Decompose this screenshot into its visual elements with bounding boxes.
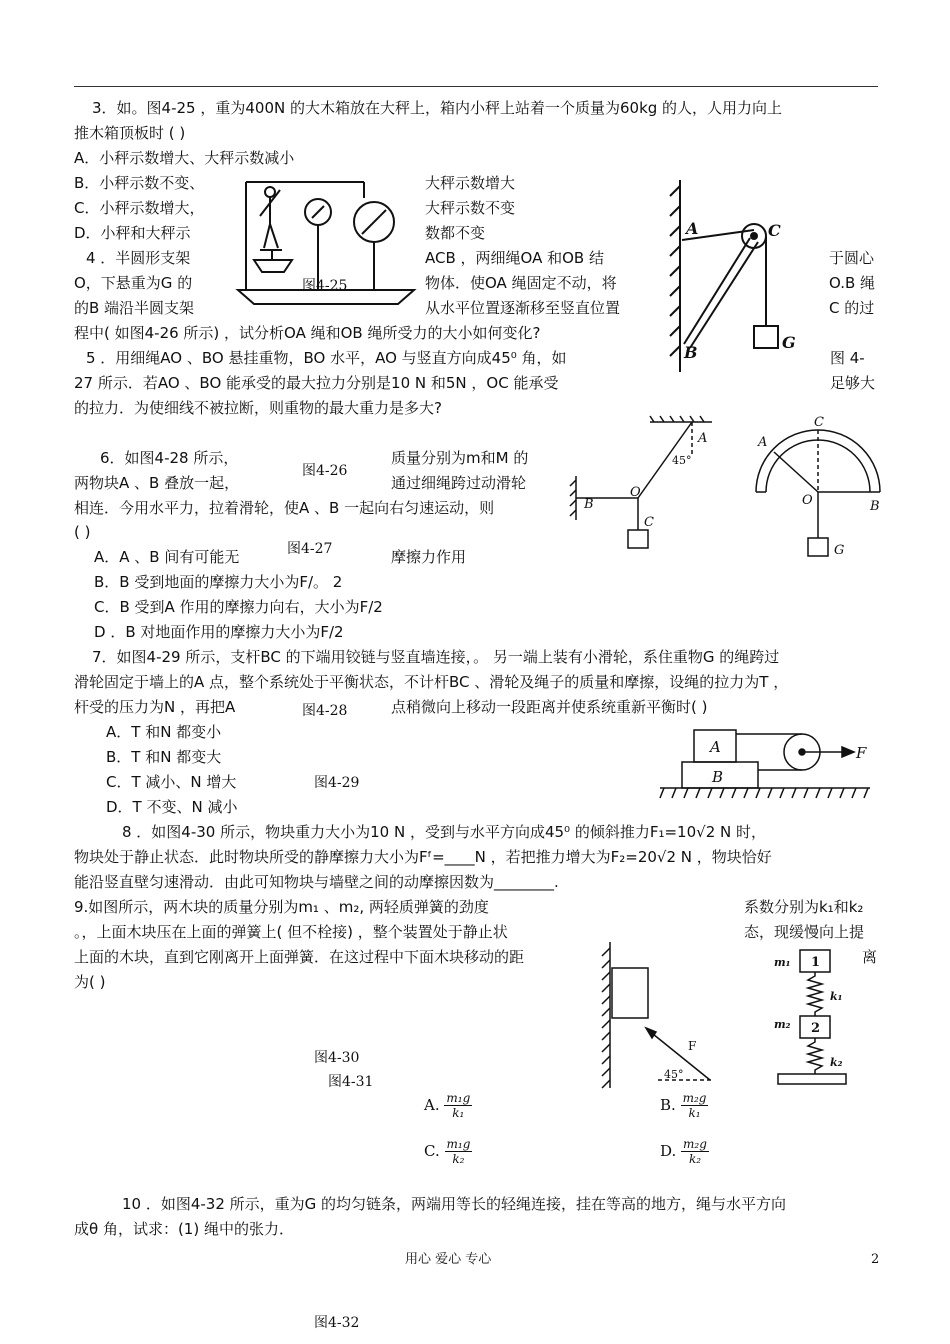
fig31-label-m1: m₁	[774, 956, 791, 969]
q9-choice-b	[660, 1090, 708, 1120]
q6-line2: 两物块A 、B 叠放一起，	[74, 474, 240, 492]
fig26-label-a: A	[758, 435, 768, 450]
q4-line3-right: C 的过	[829, 299, 875, 317]
fig26-label-g: G	[834, 543, 845, 558]
fig29-label-c: C	[768, 221, 781, 240]
q4-line1-right: 于圆心	[829, 249, 875, 267]
choice-numerator: m₂g	[682, 1091, 707, 1105]
choice-fraction	[681, 1091, 709, 1120]
q9-line3-right: 离	[862, 948, 878, 966]
figure-4-26-semicircle	[752, 412, 884, 560]
caption-fig-4-32: 图4-32	[314, 1315, 360, 1331]
q3-option-c-cont: 大秤示数不变	[425, 199, 516, 217]
q10-line2: 成θ 角，试求：(1) 绳中的张力．	[74, 1220, 294, 1238]
caption-fig-4-25: 图4-25	[302, 278, 348, 294]
q6-option-d: D ．B 对地面作用的摩擦力大小为F/2	[94, 623, 344, 641]
q3-option-d: D．小秤和大秤示	[74, 224, 191, 242]
q6-line4: ( )	[74, 523, 91, 541]
fig30-angle: 45°	[664, 1068, 684, 1081]
fig29-label-g: G	[782, 333, 796, 352]
q4-line1-mid: ACB ，两细绳OA 和OB 结	[425, 249, 604, 267]
fig27-label-c: C	[644, 515, 654, 530]
q6-option-a: A．A 、B 间有可能无	[94, 548, 240, 566]
figure-4-30-block-wall	[600, 940, 718, 1090]
q9-line4: 为( )	[74, 973, 106, 991]
page-number: 2	[871, 1252, 880, 1267]
q10-line1: 10 ．如图4-32 所示，重为G 的均匀链条，两端用等长的轻绳连接，挂在等高的地方，绳与水平方向	[122, 1195, 787, 1213]
q7-option-c: C．T 减小、N 增大	[106, 773, 237, 791]
choice-denominator: k₂	[688, 1152, 702, 1166]
q5-line3: 的拉力．为使细线不被拉断，则重物的最大重力是多大?	[74, 399, 442, 417]
figure-4-25-scales	[232, 178, 420, 312]
caption-fig-4-31: 图4-31	[328, 1074, 374, 1090]
q7-option-b: B．T 和N 都变大	[106, 748, 222, 766]
choice-numerator: m₁g	[446, 1137, 471, 1151]
q4-line3-mid: 从水平位置逐渐移至竖直位置	[425, 299, 621, 317]
caption-fig-4-28: 图4-28	[302, 703, 348, 719]
q4-line2-mid: 物体．使OA 绳固定不动，将	[425, 274, 617, 292]
q4-line2-right: O.B 绳	[829, 274, 876, 292]
footer-motto: 用心 爱心 专心	[405, 1252, 492, 1267]
q9-line1-right: 系数分别为k₁和k₂	[744, 898, 864, 916]
q4-line2: O，下悬重为G 的	[74, 274, 193, 292]
q9-line1: 9.如图所示，两木块的质量分别为m₁ 、m₂, 两轻质弹簧的劲度	[74, 898, 489, 916]
choice-fraction	[445, 1137, 473, 1166]
caption-fig-4-29: 图4-29	[314, 775, 360, 791]
q6-line1: 6．如图4-28 所示，	[100, 449, 239, 467]
figure-4-29-rod-pulley	[662, 176, 814, 376]
q5-line2: 27 所示．若AO 、BO 能承受的最大拉力分别是10 N 和5N ，OC 能承受	[74, 374, 559, 392]
q3-option-c: C．小秤示数增大，	[74, 199, 205, 217]
fig27-label-a: A	[698, 431, 708, 446]
fig28-label-f: F	[856, 744, 867, 762]
choice-denominator: k₁	[688, 1106, 701, 1120]
q5-line1: 5 ．用细绳AO 、BO 悬挂重物，BO 水平，AO 与竖直方向成45⁰ 角，如	[86, 349, 567, 367]
q9-line3: 上面的木块，直到它刚离开上面弹簧．在这过程中下面木块移动的距	[74, 948, 525, 966]
fig26-label-c: C	[814, 415, 824, 430]
choice-numerator: m₂g	[683, 1137, 707, 1151]
q9-line2: 。，上面木块压在上面的弹簧上( 但不栓接) ，整个装置处于静止状	[74, 923, 508, 941]
caption-fig-4-30: 图4-30	[314, 1050, 360, 1066]
fig26-label-b: B	[870, 499, 880, 514]
fig31-label-2: 2	[811, 1021, 821, 1036]
q9-choice-a	[424, 1090, 472, 1120]
q8-line2: 物块处于静止状态．此时物块所受的静摩擦力大小为Fᶠ=____N ，若把推力增大为F₂=20√2 N ，物块恰好	[74, 848, 772, 866]
q6-option-b: B．B 受到地面的摩擦力大小为F/。 2	[94, 573, 343, 591]
fig31-label-m2: m₂	[774, 1018, 791, 1031]
q8-line3: 能沿竖直壁匀速滑动．由此可知物块与墙壁之间的动摩擦因数为________.	[74, 873, 559, 891]
fig27-label-b: B	[584, 497, 594, 512]
fig30-label-f: F	[688, 1039, 697, 1053]
q9-choice-d	[660, 1136, 709, 1166]
choice-letter: D.	[660, 1142, 677, 1160]
q8-line1: 8 ．如图4-30 所示，物块重力大小为10 N ，受到与水平方向成45⁰ 的倾斜推力F₁=10√2 N 时，	[122, 823, 766, 841]
fig27-angle: 45°	[672, 454, 692, 467]
q6-line3: 相连．今用水平力，拉着滑轮，使A 、B 一起向右匀速运动，则	[74, 499, 495, 517]
fig29-label-b: B	[684, 343, 698, 362]
caption-fig-4-26: 图4-26	[302, 463, 348, 479]
choice-fraction	[681, 1137, 709, 1166]
fig28-label-a: A	[710, 738, 721, 756]
q3-option-a: A．小秤示数增大、大秤示数减小	[74, 149, 295, 167]
q3-option-b: B．小秤示数不变、	[74, 174, 205, 192]
q9-choice-c	[424, 1136, 472, 1166]
q7-option-d: D．T 不变、N 减小	[106, 798, 238, 816]
fig27-label-o: O	[630, 485, 641, 500]
fig29-label-a: A	[686, 219, 699, 238]
q9-line2-right: 态，现缓慢向上提	[744, 923, 865, 941]
q3-option-d-cont: 数都不变	[425, 224, 486, 242]
q3-line2: 推木箱顶板时 ( )	[74, 124, 186, 142]
choice-denominator: k₁	[452, 1106, 465, 1120]
q6-line2-right: 通过细绳跨过动滑轮	[391, 474, 527, 492]
choice-letter: C.	[424, 1142, 440, 1160]
choice-letter: A.	[424, 1096, 440, 1114]
q3-line1: 3．如。图4-25 ，重为400N 的大木箱放在大秤上，箱内小秤上站着一个质量为60kg 的人，人用力向上	[92, 99, 783, 117]
q6-option-a-cont: 摩擦力作用	[391, 548, 467, 566]
q7-option-a: A．T 和N 都变小	[106, 723, 222, 741]
fig31-label-1: 1	[811, 955, 821, 970]
choice-denominator: k₂	[452, 1152, 465, 1166]
q4-line4: 程中( 如图4-26 所示) ，试分析OA 绳和OB 绳所受力的大小如何变化?	[74, 324, 541, 342]
figure-4-31-springs	[770, 944, 874, 1090]
q3-option-b-cont: 大秤示数增大	[425, 174, 516, 192]
caption-fig-4-27: 图4-27	[287, 541, 333, 557]
fig26-label-o: O	[802, 493, 813, 508]
q7-line3-right: 点稍微向上移动一段距离并使系统重新平衡时( )	[391, 698, 708, 716]
choice-letter: B.	[660, 1096, 676, 1114]
q4-line1: 4 ．半圆形支架	[86, 249, 191, 267]
q5-line2-right: 足够大	[830, 374, 876, 392]
choice-numerator: m₁g	[446, 1091, 471, 1105]
fig31-label-k1: k₁	[830, 990, 843, 1003]
q7-line2: 滑轮固定于墙上的A 点，整个系统处于平衡状态，不计杆BC 、滑轮及绳子的质量和摩擦，设绳的拉力为T ，	[74, 673, 789, 691]
q7-line3: 杆受的压力为N ，再把A	[74, 698, 236, 716]
q7-line1: 7．如图4-29 所示，支杆BC 的下端用铰链与竖直墙连接，。 另一端上装有小滑轮，系住重物G 的绳跨过	[92, 648, 780, 666]
fig28-label-b: B	[712, 768, 724, 786]
fig31-label-k2: k₂	[830, 1056, 843, 1069]
figure-4-27-ropes	[566, 416, 724, 554]
q4-line3: 的B 端沿半圆支架	[74, 299, 195, 317]
q6-option-c: C．B 受到A 作用的摩擦力向右，大小为F/2	[94, 598, 383, 616]
q6-line1-right: 质量分别为m和M 的	[391, 449, 529, 467]
q5-line1-right: 图 4-	[830, 349, 865, 367]
choice-fraction	[444, 1091, 472, 1120]
header-rule	[74, 86, 878, 87]
figure-4-28-blocks	[658, 722, 872, 804]
